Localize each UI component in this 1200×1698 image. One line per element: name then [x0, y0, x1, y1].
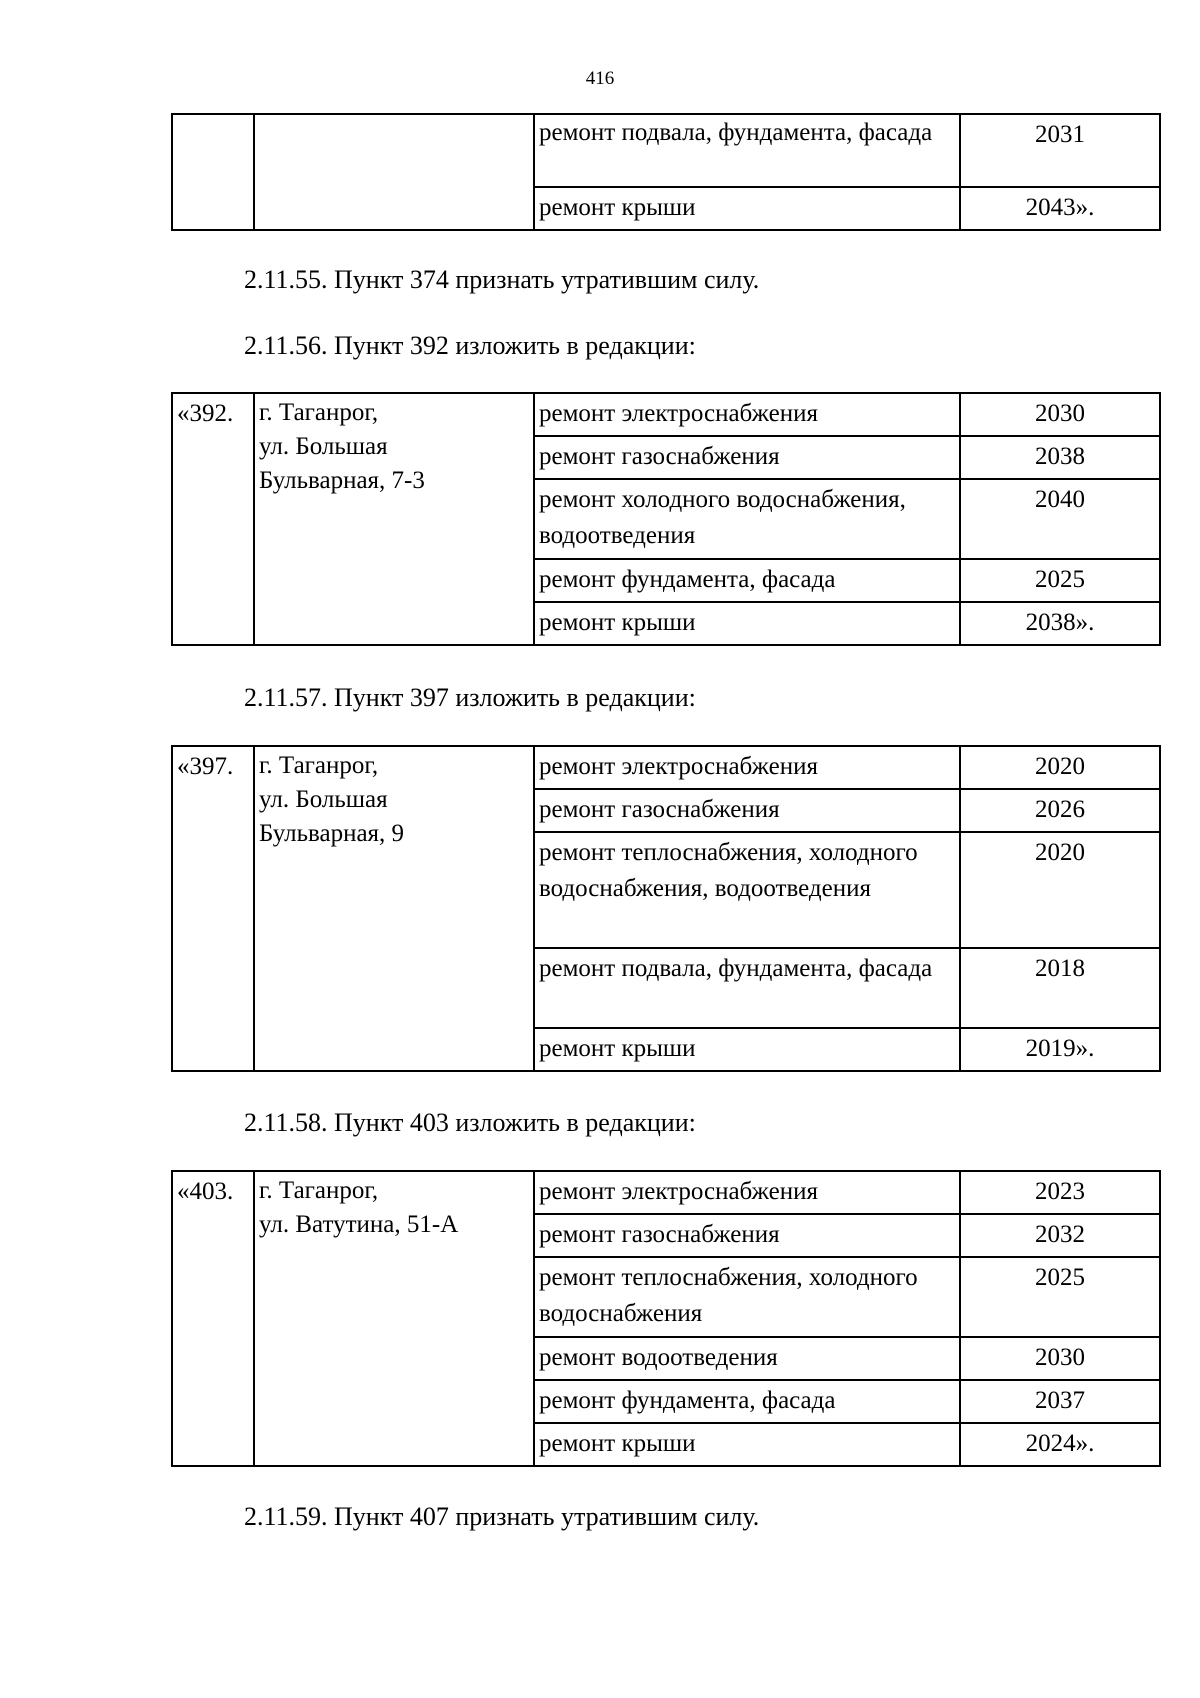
continuation-table — [171, 113, 1161, 231]
year-cell: 2020 — [960, 746, 1160, 789]
work-cell: ремонт электроснабжения — [534, 393, 960, 436]
table-row — [172, 746, 1160, 789]
table-item-397 — [171, 745, 1161, 1072]
year-cell: 2026 — [960, 789, 1160, 832]
table-item-392 — [171, 392, 1161, 646]
year-cell: 2038». — [960, 602, 1160, 645]
paragraph-2-11-59: 2.11.59. Пункт 407 признать утратившим силу. — [244, 1502, 760, 1531]
page-number: 416 — [585, 68, 615, 89]
table-row — [172, 393, 1160, 436]
table-row — [172, 1171, 1160, 1214]
number-cell — [172, 114, 254, 230]
paragraph-2-11-56: 2.11.56. Пункт 392 изложить в редакции: — [244, 331, 696, 360]
work-cell: ремонт теплоснабжения, холодного водоснабжения — [534, 1257, 960, 1337]
year-cell: 2040 — [960, 479, 1160, 559]
year-cell: 2018 — [960, 948, 1160, 1028]
item-number: «392. — [172, 393, 254, 645]
work-cell: ремонт электроснабжения — [534, 746, 960, 789]
item-number: «397. — [172, 746, 254, 1071]
paragraph-2-11-55: 2.11.55. Пункт 374 признать утратившим силу. — [244, 265, 760, 294]
work-cell: ремонт крыши — [534, 1423, 960, 1466]
paragraph-2-11-58: 2.11.58. Пункт 403 изложить в редакции: — [244, 1108, 696, 1137]
year-cell: 2025 — [960, 1257, 1160, 1337]
year-cell: 2023 — [960, 1171, 1160, 1214]
work-cell: ремонт газоснабжения — [534, 1214, 960, 1257]
address-cell — [254, 114, 534, 230]
work-cell: ремонт газоснабжения — [534, 789, 960, 832]
table-row — [172, 114, 1160, 187]
year-cell: 2025 — [960, 559, 1160, 602]
table-item-403 — [171, 1170, 1161, 1467]
work-cell: ремонт фундамента, фасада — [534, 1380, 960, 1423]
item-address: г. Таганрог, ул. Большая Бульварная, 9 — [254, 746, 534, 1071]
year-cell: 2024». — [960, 1423, 1160, 1466]
work-cell: ремонт крыши — [534, 1028, 960, 1071]
year-cell: 2019». — [960, 1028, 1160, 1071]
work-cell: ремонт подвала, фундамента, фасада — [534, 114, 960, 187]
work-cell: ремонт теплоснабжения, холодного водоснабжения, водоотведения — [534, 832, 960, 948]
work-cell: ремонт крыши — [534, 187, 960, 230]
year-cell: 2043». — [960, 187, 1160, 230]
year-cell: 2030 — [960, 1337, 1160, 1380]
item-number: «403. — [172, 1171, 254, 1466]
work-cell: ремонт холодного водоснабжения, водоотведения — [534, 479, 960, 559]
item-address: г. Таганрог, ул. Большая Бульварная, 7-3 — [254, 393, 534, 645]
work-cell: ремонт водоотведения — [534, 1337, 960, 1380]
year-cell: 2030 — [960, 393, 1160, 436]
work-cell: ремонт электроснабжения — [534, 1171, 960, 1214]
work-cell: ремонт подвала, фундамента, фасада — [534, 948, 960, 1028]
year-cell: 2020 — [960, 832, 1160, 948]
year-cell: 2038 — [960, 436, 1160, 479]
item-address: г. Таганрог, ул. Ватутина, 51-А — [254, 1171, 534, 1466]
work-cell: ремонт газоснабжения — [534, 436, 960, 479]
work-cell: ремонт крыши — [534, 602, 960, 645]
year-cell: 2032 — [960, 1214, 1160, 1257]
paragraph-2-11-57: 2.11.57. Пункт 397 изложить в редакции: — [244, 683, 696, 712]
work-cell: ремонт фундамента, фасада — [534, 559, 960, 602]
year-cell: 2037 — [960, 1380, 1160, 1423]
year-cell: 2031 — [960, 114, 1160, 187]
